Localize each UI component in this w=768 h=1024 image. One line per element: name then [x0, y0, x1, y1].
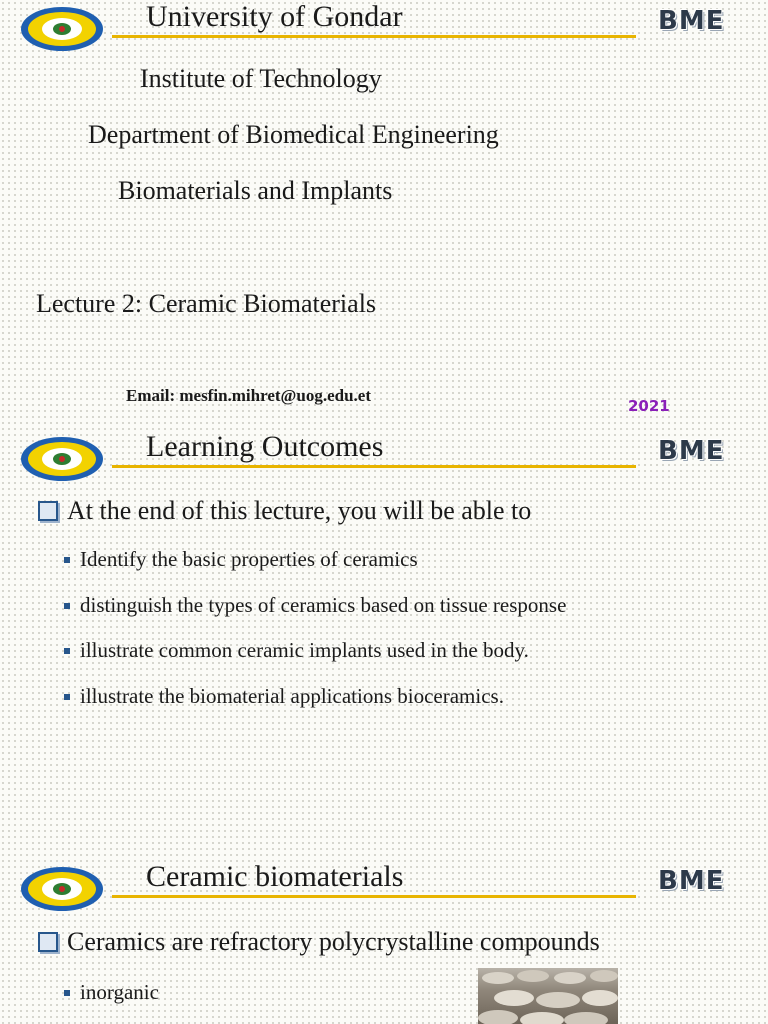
list-item: illustrate common ceramic implants used in the body. [64, 638, 529, 663]
main-bullet [38, 927, 600, 957]
main-bullet-text: At the end of this lecture, you will be able to [67, 496, 532, 525]
list-item: distinguish the types of ceramics based on tissue response [64, 593, 566, 618]
list-item: Identify the basic properties of ceramics [64, 547, 418, 572]
bme-badge: BME [658, 866, 725, 896]
small-square-icon [64, 557, 70, 563]
list-item: inorganic [64, 980, 159, 1005]
checkbox-square-icon [38, 501, 58, 521]
slide-title: Learning Outcomes [146, 430, 384, 463]
list-item: illustrate the biomaterial applications bioceramics. [64, 684, 504, 709]
lecture-title: Lecture 2: Ceramic Biomaterials [36, 289, 377, 318]
main-bullet-text: Ceramics are refractory polycrystalline compounds [67, 927, 600, 956]
checkbox-square-icon [38, 932, 58, 952]
title-underline [112, 35, 636, 38]
small-square-icon [64, 648, 70, 654]
small-square-icon [64, 603, 70, 609]
department-line: Department of Biomedical Engineering [88, 120, 499, 149]
slide-3 [0, 860, 768, 1024]
slide-1 [0, 0, 768, 430]
slide-title: Ceramic biomaterials [146, 860, 404, 893]
bme-badge: BME [658, 6, 725, 36]
main-bullet [38, 496, 531, 526]
ceramic-pots-photo [478, 968, 618, 1024]
institute-line: Institute of Technology [140, 64, 382, 93]
title-underline [112, 465, 636, 468]
university-seal-icon [20, 6, 104, 52]
slide-title: University of Gondar [146, 0, 403, 33]
bme-badge: BME [658, 436, 725, 466]
slide-2 [0, 430, 768, 860]
title-underline [112, 895, 636, 898]
course-line: Biomaterials and Implants [118, 176, 393, 205]
university-seal-icon [20, 436, 104, 482]
small-square-icon [64, 990, 70, 996]
small-square-icon [64, 694, 70, 700]
email-text: Email: mesfin.mihret@uog.edu.et [126, 386, 371, 405]
year-label: 2021 [628, 397, 670, 415]
university-seal-icon [20, 866, 104, 912]
